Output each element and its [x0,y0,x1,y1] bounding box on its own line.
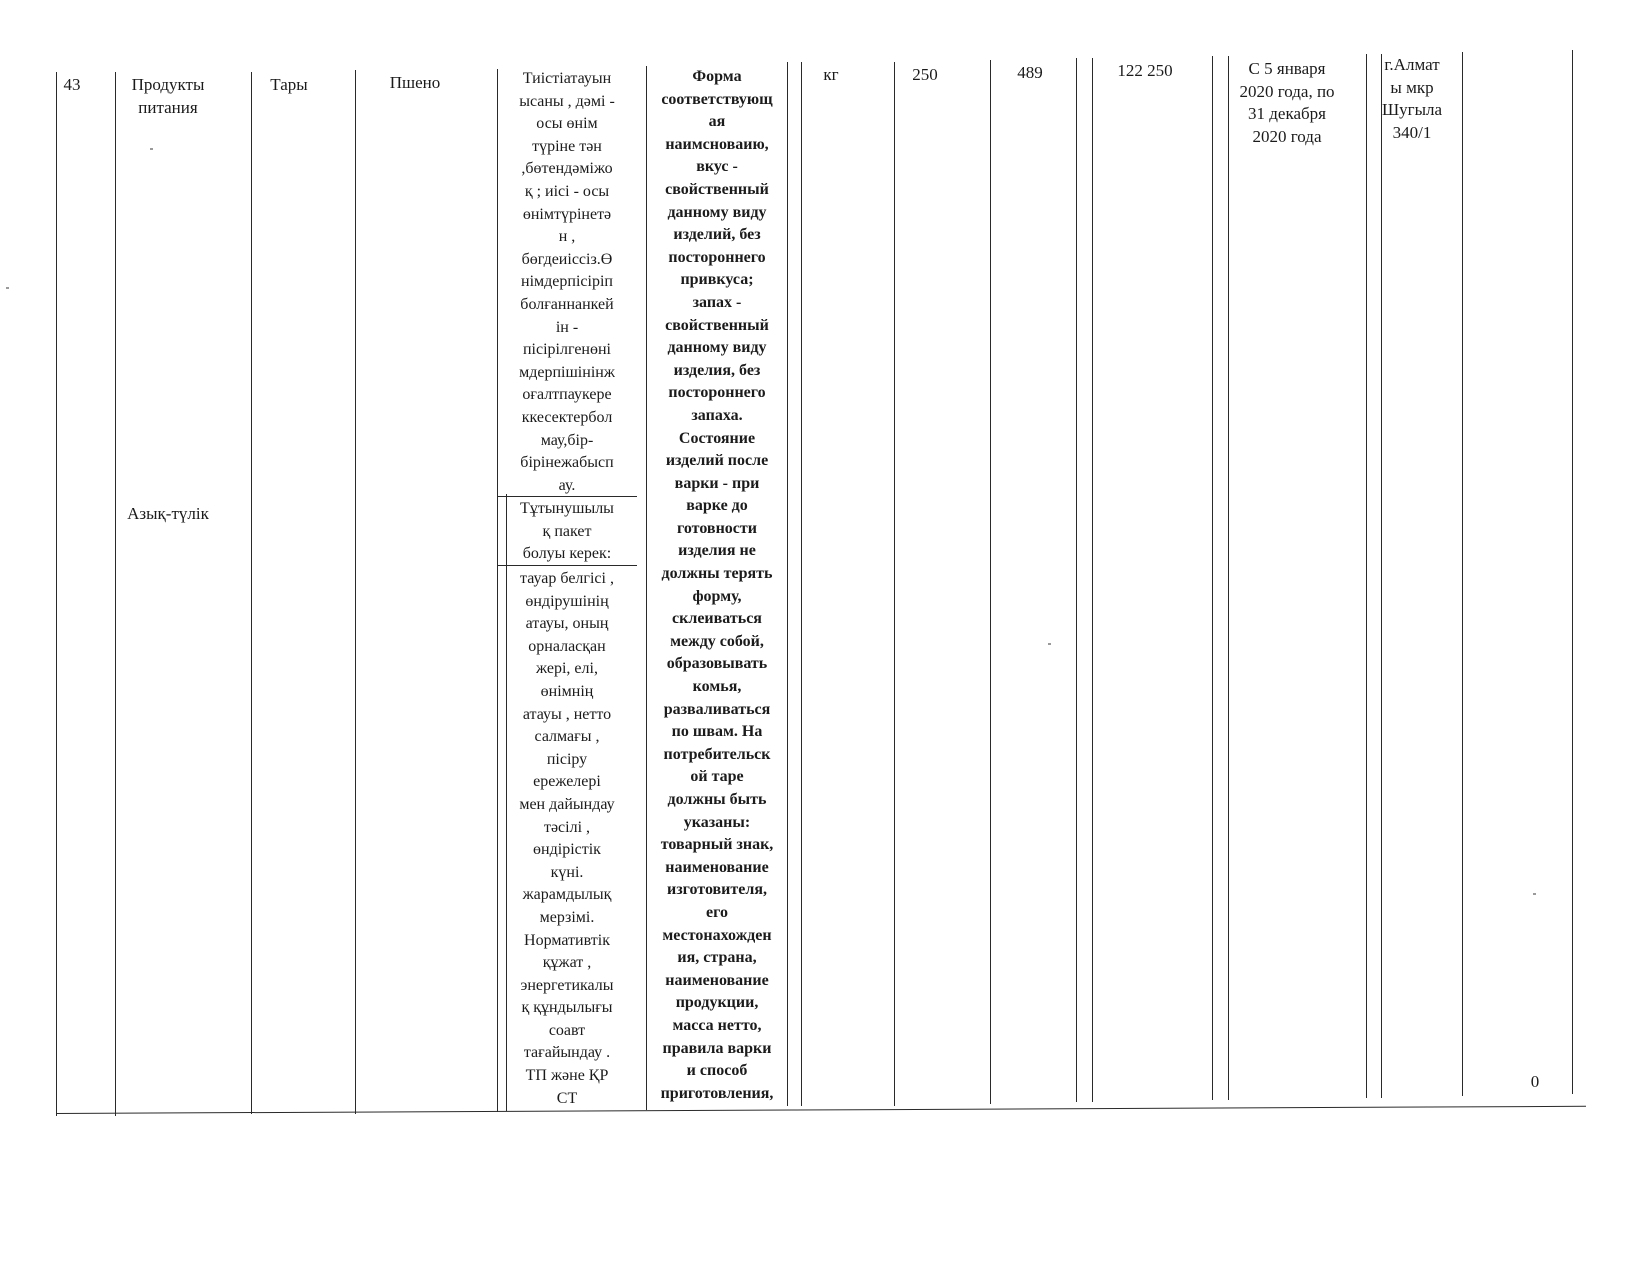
scan-speck [6,287,9,289]
column-divider [646,66,647,1110]
product-name-ru: Пшено [389,73,441,92]
column-divider [990,60,991,1104]
spec-kz-packaging-heading: Тұтынушылы қ пакет болуы керек: [520,500,614,563]
column-divider [801,62,802,1106]
column-divider [1228,56,1229,1100]
column-divider [1092,58,1093,1102]
column-divider [894,62,895,1106]
category-kz: Азық-түлік [127,504,209,523]
table-border-left [56,72,57,1116]
product-name-kz: Тары [270,75,308,94]
last-column-value: 0 [1530,1072,1540,1091]
column-divider [1366,54,1367,1098]
scan-speck [1533,893,1536,895]
scan-speck [1048,643,1051,645]
column-divider [787,62,788,1106]
column-divider [115,72,116,1116]
spec-ru-text: Форма соответствующ ая наимсноваию, вкус - свойственный данному виду изделий, без постороннего привкуса; запах - свойственный данному виду изделия, без постороннего запаха. Состояние изделий после варки - при варке до готовности изделия не должны терять форму, склеиваться между собой, образовывать комья, разваливаться по швам. На потребительск ой таре должны быть указаны: товарный знак, наименование изготовителя, его местонахожден ия, страна, наименование продукции, масса нетто, правила варки и способ приготовления, [660,68,774,1102]
unit: кг [823,65,839,84]
scan-speck [150,148,153,150]
delivery-address: г.Алмат ы мкр Шугыла 340/1 [1381,55,1443,142]
total-amount: 122 250 [1117,61,1173,80]
column-divider [1076,58,1077,1102]
column-divider [1212,56,1213,1100]
table-border-right [1572,50,1573,1094]
row-number: 43 [63,75,81,94]
column-divider [251,72,252,1114]
unit-price: 489 [1017,63,1043,82]
table-border-bottom [56,1106,1586,1114]
spec-kz-packaging-text: тауар белгісі , өндірушінің атауы, оның орналасқан жері, елі, өнімнің атауы , нетто салмағы , пісіру ережелері мен дайындау тәсілі , өндірістік күні. жарамдылық мерзімі. Нормативтік құжат , энергетикалы қ құндылығы соавт тағайындау . ТП және ҚР СТ [519,570,615,1107]
category-ru: Продукты питания [131,75,205,117]
spec-kz-text: Тиістіатауын ысаны , дәмі - осы өнім түріне тән ,бөтендәміжо қ ; иісі - осы өнімтүрінетә н , бөгдеиіссіз.Ө німдерпісіріп болғаннанкей ін - пісірілгенөні мдерпішінінж оғалтпаукере ккесектербол мау,бір- бірінежабысп ау. [519,70,615,494]
column-divider [1462,52,1463,1096]
column-divider [1381,54,1382,1098]
delivery-period: С 5 января 2020 года, по 31 декабря 2020 года [1239,59,1335,146]
quantity: 250 [912,65,938,84]
column-divider [355,70,356,1114]
